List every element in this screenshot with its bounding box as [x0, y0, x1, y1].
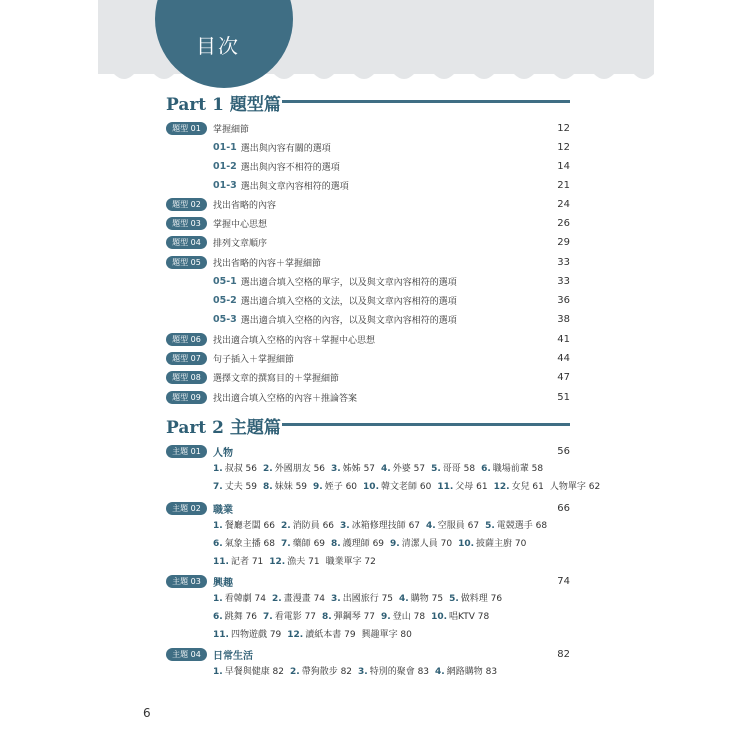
topic-text: 興趣單字 80	[361, 630, 412, 640]
topic-item	[313, 482, 357, 492]
topic-item	[494, 482, 544, 492]
topic-text: 父母 61	[455, 482, 488, 492]
theme-badge: 主題 03	[166, 575, 207, 588]
topic-number: 3.	[340, 521, 350, 531]
toc-entry-label: 句子插入＋掌握細節	[213, 354, 295, 365]
type-badge: 題型 02	[166, 198, 207, 211]
subtype-number: 05-2	[213, 294, 237, 306]
topic-item	[399, 594, 443, 604]
topic-number: 1.	[213, 521, 223, 531]
topic-text: 叔叔 56	[224, 464, 258, 474]
theme-title: 興趣	[213, 577, 233, 589]
toc-entry-label: 掌握細節	[213, 124, 250, 135]
topic-number: 12.	[287, 630, 304, 640]
topic-number: 2.	[290, 667, 300, 677]
topic-number: 8.	[263, 482, 273, 492]
topic-text: 外國朋友 56	[274, 464, 326, 474]
topic-number: 10.	[363, 482, 379, 492]
toc-page-number: 41	[557, 333, 570, 345]
topic-text: 消防員 66	[292, 521, 335, 531]
topic-line	[213, 535, 573, 553]
topic-item	[381, 612, 425, 622]
topic-line	[213, 553, 573, 571]
topic-number: 3.	[331, 594, 341, 604]
topic-text: 妹妹 59	[274, 482, 308, 492]
topic-item	[213, 667, 284, 677]
toc-entry-label: 選出與內容不相符的選項	[240, 162, 340, 173]
topic-item	[213, 557, 263, 567]
topic-number: 9.	[390, 539, 400, 549]
toc-page-number: 36	[557, 294, 570, 306]
toc-entry-label: 排列文章順序	[213, 238, 268, 249]
subtype-number: 01-2	[213, 160, 237, 172]
topic-number: 11.	[213, 630, 229, 640]
topic-item	[213, 521, 275, 531]
toc-row-type	[166, 388, 570, 406]
topic-text: 冰箱修理技師 67	[351, 521, 421, 531]
topic-item	[362, 630, 412, 640]
toc-entry-label: 選出適合填入空格的文法，以及與文章內容相符的選項	[240, 296, 457, 307]
topic-text: 姪子 60	[324, 482, 358, 492]
subtype-number: 01-3	[213, 179, 237, 191]
topic-item	[358, 667, 429, 677]
topic-line	[213, 626, 573, 644]
topic-number: 7.	[263, 612, 273, 622]
topic-line	[213, 478, 601, 496]
topic-number: 6.	[213, 612, 223, 622]
topic-text: 空服員 67	[437, 521, 480, 531]
theme-topic-list	[213, 663, 573, 681]
topic-item	[213, 612, 257, 622]
topic-item	[290, 667, 352, 677]
topic-text: 韓文老師 60	[381, 482, 432, 492]
topic-item	[390, 539, 452, 549]
theme-title: 人物	[213, 447, 233, 459]
topic-number: 9.	[381, 612, 391, 622]
topic-text: 出國旅行 75	[342, 594, 394, 604]
page-number: 6	[143, 706, 151, 720]
topic-text: 藥師 69	[292, 539, 326, 549]
topic-number: 10.	[458, 539, 475, 549]
topic-text: 姊姊 57	[342, 464, 376, 474]
topic-number: 6.	[481, 464, 491, 474]
topic-number: 5.	[431, 464, 441, 474]
subtype-number: 01-1	[213, 141, 237, 153]
toc-row-type	[166, 195, 570, 213]
toc-row-type	[166, 368, 570, 386]
part1-label: Part 1 題型篇	[166, 94, 281, 115]
topic-line	[213, 663, 573, 681]
toc-page-number: 74	[557, 575, 570, 587]
topic-text: 帶狗散步 82	[301, 667, 353, 677]
topic-text: 清潔人員 70	[401, 539, 453, 549]
topic-item	[272, 594, 325, 604]
topic-number: 4.	[435, 667, 445, 677]
toc-page-number: 56	[557, 445, 570, 457]
topic-item	[213, 594, 266, 604]
part2-heading	[166, 413, 281, 437]
theme-topic-list	[213, 460, 601, 496]
toc-row-type	[166, 119, 570, 137]
toc-page-number: 12	[557, 141, 570, 153]
topic-item	[213, 464, 257, 474]
toc-row-subtype	[213, 291, 570, 309]
topic-text: 護理師 69	[342, 539, 385, 549]
topic-text: 哥哥 58	[442, 464, 476, 474]
theme-heading-row	[166, 572, 570, 590]
topic-number: 8.	[331, 539, 341, 549]
topic-item	[485, 521, 547, 531]
toc-entry-label: 掌握中心思想	[213, 219, 268, 230]
type-badge: 題型 09	[166, 391, 207, 404]
topic-text: 彈鋼琴 77	[333, 612, 376, 622]
theme-title: 日常生活	[213, 650, 253, 662]
topic-text: 唱KTV 78	[449, 612, 490, 622]
topic-text: 網路購物 83	[446, 667, 498, 677]
topic-text: 畫漫畫 74	[283, 594, 326, 604]
type-badge: 題型 07	[166, 352, 207, 365]
topic-number: 9.	[313, 482, 323, 492]
topic-item	[331, 539, 384, 549]
theme-topic-list	[213, 517, 573, 571]
type-badge: 題型 01	[166, 122, 207, 135]
toc-page-number: 26	[557, 217, 570, 229]
topic-item	[381, 464, 425, 474]
part2-rule	[282, 423, 570, 426]
toc-page-number: 47	[557, 371, 570, 383]
topic-number: 8.	[322, 612, 332, 622]
topic-text: 記者 71	[230, 557, 264, 567]
toc-page-number: 21	[557, 179, 570, 191]
toc-entry-label: 選出適合填入空格的內容，以及與文章內容相符的選項	[240, 315, 457, 326]
toc-page-number: 66	[557, 502, 570, 514]
topic-text: 人物單字 62	[549, 482, 601, 492]
type-badge: 題型 04	[166, 236, 207, 249]
topic-number: 2.	[263, 464, 273, 474]
toc-row-subtype	[213, 272, 570, 290]
topic-text: 看韓劇 74	[224, 594, 267, 604]
theme-badge: 主題 01	[166, 445, 207, 458]
part2-label: Part 2 主題篇	[166, 417, 281, 438]
toc-entry-label: 選出與內容有關的選項	[240, 143, 331, 154]
topic-item	[281, 539, 325, 549]
theme-heading-row	[166, 442, 570, 460]
toc-page-number: 14	[557, 160, 570, 172]
theme-heading-row	[166, 499, 570, 517]
topic-number: 1.	[213, 594, 223, 604]
topic-item	[326, 557, 376, 567]
page-title: 目次	[196, 34, 240, 58]
topic-number: 6.	[213, 539, 223, 549]
topic-line	[213, 517, 573, 535]
toc-entry-label: 選出適合填入空格的單字，以及與文章內容相符的選項	[240, 277, 457, 288]
type-badge: 題型 05	[166, 256, 207, 269]
topic-text: 四物遊戲 79	[230, 630, 282, 640]
topic-item	[213, 539, 275, 549]
topic-item	[435, 667, 497, 677]
topic-text: 購物 75	[410, 594, 444, 604]
toc-entry-label: 找出適合填入空格的內容＋推論答案	[213, 393, 358, 404]
topic-text: 女兒 61	[511, 482, 544, 492]
toc-page-number: 24	[557, 198, 570, 210]
topic-line	[213, 608, 573, 626]
toc-row-subtype	[213, 138, 570, 156]
topic-number: 5.	[449, 594, 459, 604]
theme-badge: 主題 02	[166, 502, 207, 515]
toc-entry-label: 選擇文章的撰寫目的＋掌握細節	[213, 373, 340, 384]
subtype-number: 05-1	[213, 275, 237, 287]
toc-page-number: 33	[557, 275, 570, 287]
topic-line	[213, 460, 573, 478]
toc-row-type	[166, 330, 570, 348]
toc-entry-label: 選出與文章內容相符的選項	[240, 181, 349, 192]
topic-text: 氣象主播 68	[224, 539, 276, 549]
topic-number: 11.	[213, 557, 229, 567]
toc-page-number: 82	[557, 648, 570, 660]
topic-number: 4.	[399, 594, 409, 604]
topic-text: 丈夫 59	[224, 482, 258, 492]
topic-number: 5.	[485, 521, 495, 531]
topic-item	[213, 630, 281, 640]
toc-entry-label: 找出省略的內容	[213, 200, 277, 211]
topic-item	[263, 464, 325, 474]
topic-item	[213, 482, 257, 492]
toc-entry-label: 找出省略的內容＋掌握細節	[213, 258, 322, 269]
type-badge: 題型 03	[166, 217, 207, 230]
topic-number: 4.	[381, 464, 391, 474]
toc-row-subtype	[213, 176, 570, 194]
toc-page-number: 29	[557, 236, 570, 248]
toc-page-number: 44	[557, 352, 570, 364]
topic-number: 7.	[281, 539, 291, 549]
topic-item	[331, 464, 375, 474]
toc-entry-label: 找出適合填入空格的內容＋掌握中心思想	[213, 335, 376, 346]
topic-item	[550, 482, 600, 492]
toc-row-type	[166, 233, 570, 251]
topic-number: 10.	[431, 612, 448, 622]
toc-row-subtype	[213, 157, 570, 175]
toc-page-number: 38	[557, 313, 570, 325]
topic-item	[426, 521, 479, 531]
topic-number: 12.	[269, 557, 286, 567]
theme-topic-list	[213, 590, 573, 644]
topic-text: 讀紙本書 79	[305, 630, 356, 640]
topic-text: 做料理 76	[460, 594, 503, 604]
type-badge: 題型 06	[166, 333, 207, 346]
topic-number: 2.	[272, 594, 282, 604]
topic-text: 看電影 77	[274, 612, 317, 622]
toc-page-number: 33	[557, 256, 570, 268]
topic-item	[322, 612, 375, 622]
part1-heading	[166, 90, 281, 114]
topic-text: 外婆 57	[392, 464, 426, 474]
topic-item	[331, 594, 393, 604]
topic-item	[340, 521, 420, 531]
topic-number: 7.	[213, 482, 223, 492]
topic-text: 漁夫 71	[287, 557, 320, 567]
part1-rule	[282, 100, 570, 103]
toc-row-type	[166, 214, 570, 232]
topic-item	[449, 594, 502, 604]
type-badge: 題型 08	[166, 371, 207, 384]
topic-number: 2.	[281, 521, 291, 531]
topic-number: 4.	[426, 521, 436, 531]
toc-page-number: 51	[557, 391, 570, 403]
topic-text: 職業單字 72	[325, 557, 376, 567]
topic-item	[281, 521, 334, 531]
topic-text: 電競選手 68	[496, 521, 548, 531]
topic-item	[363, 482, 431, 492]
topic-text: 職場前輩 58	[492, 464, 544, 474]
topic-item	[263, 482, 307, 492]
topic-item	[263, 612, 316, 622]
subtype-number: 05-3	[213, 313, 237, 325]
topic-text: 早餐與健康 82	[224, 667, 285, 677]
topic-number: 3.	[358, 667, 368, 677]
topic-line	[213, 590, 573, 608]
topic-item	[269, 557, 319, 567]
topic-number: 1.	[213, 667, 223, 677]
topic-text: 特別的聚會 83	[369, 667, 430, 677]
topic-item	[287, 630, 355, 640]
topic-number: 1.	[213, 464, 223, 474]
topic-text: 登山 78	[392, 612, 426, 622]
topic-text: 披薩主廚 70	[476, 539, 527, 549]
topic-number: 11.	[437, 482, 454, 492]
theme-title: 職業	[213, 504, 233, 516]
topic-text: 餐廳老闆 66	[224, 521, 276, 531]
toc-row-type	[166, 349, 570, 367]
topic-item	[437, 482, 487, 492]
toc-page-number: 12	[557, 122, 570, 134]
toc-row-subtype	[213, 310, 570, 328]
topic-item	[458, 539, 526, 549]
topic-number: 12.	[493, 482, 510, 492]
theme-badge: 主題 04	[166, 648, 207, 661]
topic-item	[431, 464, 475, 474]
theme-heading-row	[166, 645, 570, 663]
topic-item	[431, 612, 489, 622]
topic-item	[481, 464, 543, 474]
topic-text: 跳舞 76	[224, 612, 258, 622]
topic-number: 3.	[331, 464, 341, 474]
toc-row-type	[166, 253, 570, 271]
